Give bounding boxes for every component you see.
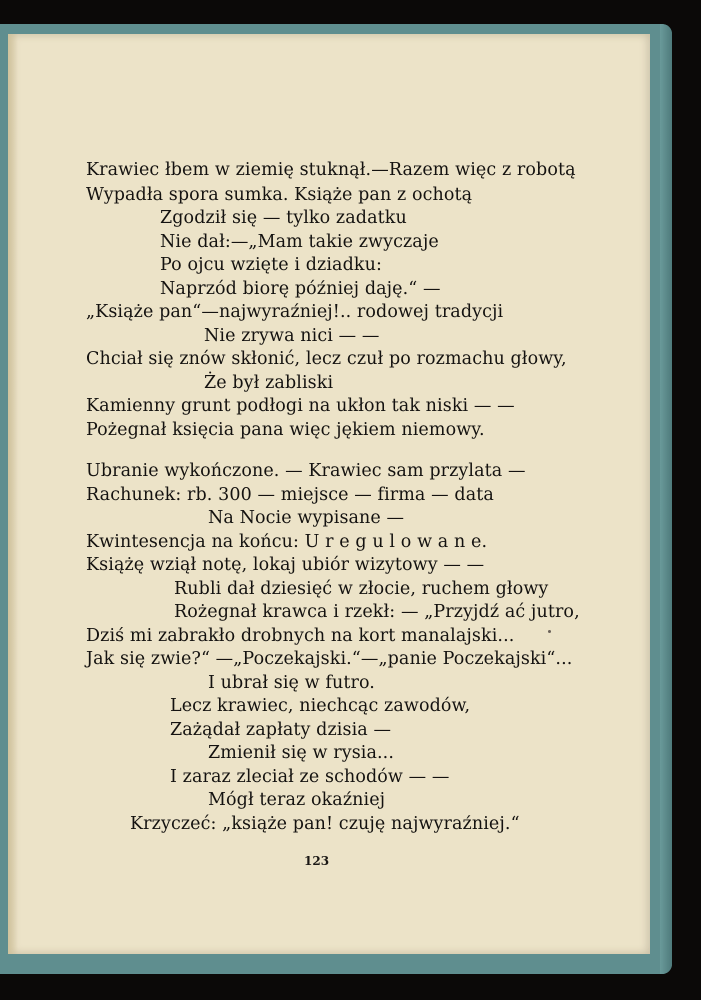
poem-line: Krawiec łbem w ziemię stuknął.—Razem więc z robotą [86, 160, 576, 180]
poem-line: Jak się zwie?“ —„Poczekajski.“—„panie Poczekajski“... [86, 649, 573, 669]
paper-speck [548, 630, 551, 633]
poem-line: Nie dał:—„Mam takie zwyczaje [160, 232, 439, 252]
poem-line: Lecz krawiec, niechcąc zawodów, [170, 696, 471, 716]
poem-line: Kamienny grunt podłogi na ukłon tak niski — — [86, 396, 515, 416]
poem-line: Mógł teraz okaźniej [208, 790, 386, 810]
poem-line: Dziś mi zabrakło drobnych na kort manalajski... [86, 626, 515, 646]
poem-line: Rubli dał dziesięć w złocie, ruchem głowy [174, 579, 549, 599]
page-number: 123 [304, 854, 330, 868]
poem-line: Na Nocie wypisane — [208, 508, 405, 528]
poem-line: Ubranie wykończone. — Krawiec sam przylata — [86, 461, 526, 481]
book-page [8, 34, 650, 954]
poem-line: Zmienił się w rysia... [208, 743, 395, 763]
poem-line: Kwintesencja na końcu: U r e g u l o w a n e. [86, 532, 488, 552]
poem-line: Rachunek: rb. 300 — miejsce — firma — data [86, 485, 494, 505]
poem-line: Zażądał zapłaty dzisia — [170, 720, 392, 740]
poem-line: Naprzód biorę później daję.“ — [160, 279, 441, 299]
page-gutter-shadow [8, 34, 18, 954]
poem-line: Że był zabliski [204, 373, 334, 393]
poem-line: „Książe pan“—najwyraźniej!.. rodowej tradycji [86, 302, 504, 322]
poem-line: Chciał się znów skłonić, lecz czuł po rozmachu głowy, [86, 349, 567, 369]
poem-line: Wypadła spora sumka. Książe pan z ochotą [86, 185, 473, 205]
poem-line: Nie zrywa nici — — [204, 326, 380, 346]
poem-line: Po ojcu wzięte i dziadku: [160, 255, 382, 275]
poem-line: Książę wziął notę, lokaj ubiór wizytowy — — [86, 555, 485, 575]
poem-line: Krzyczeć: „książe pan! czuję najwyraźniej.“ [130, 814, 520, 834]
poem-line: Pożegnał księcia pana więc jękiem niemowy. [86, 420, 485, 440]
poem-line: Zgodził się — tylko zadatku [160, 208, 407, 228]
cover-edge [660, 24, 672, 974]
poem-line: I zaraz zleciał ze schodów — — [170, 767, 450, 787]
poem-line: I ubrał się w futro. [208, 673, 375, 693]
poem-line: Rożegnał krawca i rzekł: — „Przyjdź ać jutro, [174, 602, 580, 622]
